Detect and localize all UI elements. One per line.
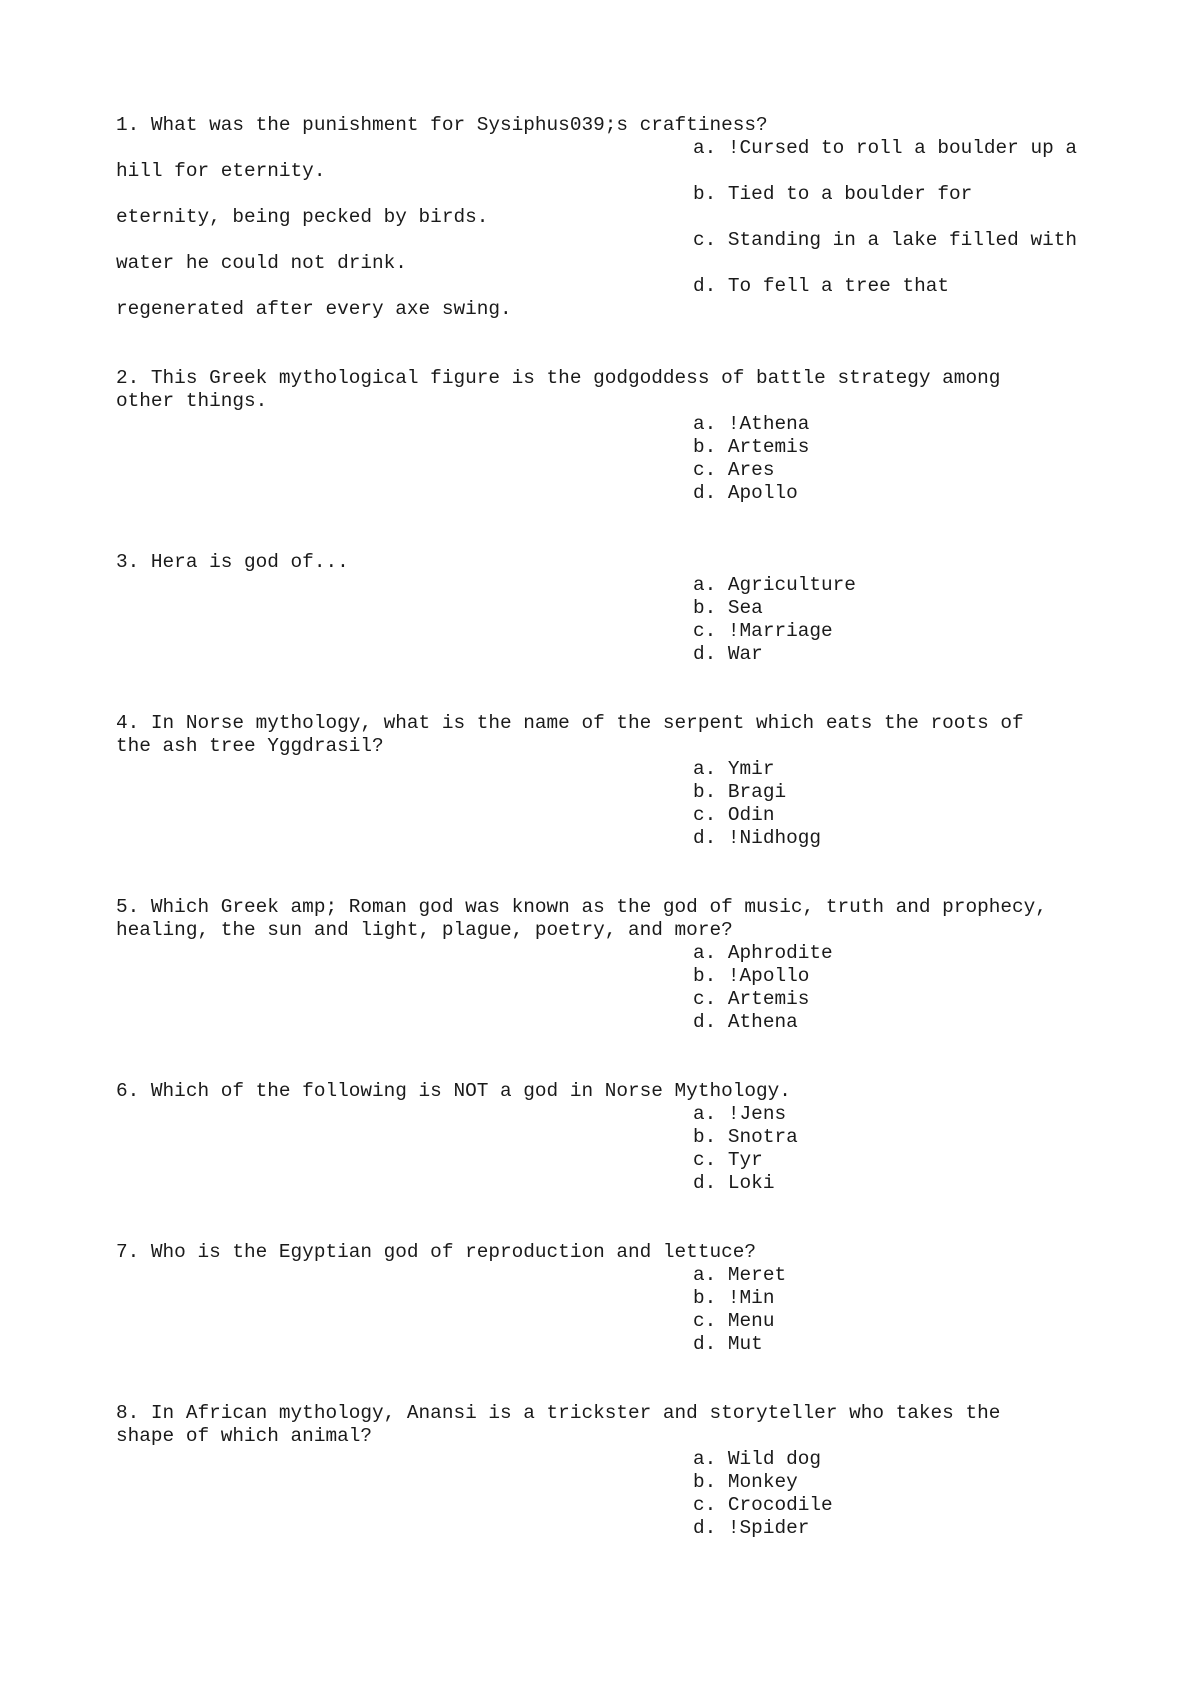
question-5-text-continued: healing, the sun and light, plague, poetry, and more? (116, 919, 733, 941)
question-1-option-d-continued: regenerated after every axe swing. (116, 298, 512, 320)
question-1-option-d: d. To fell a tree that (693, 275, 949, 297)
question-1-text: 1. What was the punishment for Sysiphus039;s craftiness? (116, 114, 768, 136)
question-3-option-a: a. Agriculture (693, 574, 856, 596)
question-6-option-b: b. Snotra (693, 1126, 798, 1148)
question-7-option-d: d. Mut (693, 1333, 763, 1355)
question-8-option-c: c. Crocodile (693, 1494, 833, 1516)
question-4-text: 4. In Norse mythology, what is the name of the serpent which eats the roots of (116, 712, 1024, 734)
question-8-option-d: d. !Spider (693, 1517, 810, 1539)
question-5-option-c: c. Artemis (693, 988, 810, 1010)
question-5-option-d: d. Athena (693, 1011, 798, 1033)
question-3-option-b: b. Sea (693, 597, 763, 619)
question-4-option-b: b. Bragi (693, 781, 787, 803)
question-2-option-d: d. Apollo (693, 482, 798, 504)
question-2-option-c: c. Ares (693, 459, 775, 481)
question-7-option-b: b. !Min (693, 1287, 775, 1309)
question-8-text: 8. In African mythology, Anansi is a trickster and storyteller who takes the (116, 1402, 1001, 1424)
question-1-option-b-continued: eternity, being pecked by birds. (116, 206, 489, 228)
question-2-option-a: a. !Athena (693, 413, 810, 435)
question-8-text-continued: shape of which animal? (116, 1425, 372, 1447)
question-1-option-a-continued: hill for eternity. (116, 160, 326, 182)
question-7-text: 7. Who is the Egyptian god of reproduction and lettuce? (116, 1241, 756, 1263)
question-5-option-b: b. !Apollo (693, 965, 810, 987)
question-3-option-c: c. !Marriage (693, 620, 833, 642)
question-4-option-c: c. Odin (693, 804, 775, 826)
question-2-text: 2. This Greek mythological figure is the godgoddess of battle strategy among (116, 367, 1001, 389)
question-8-option-a: a. Wild dog (693, 1448, 821, 1470)
question-4-option-a: a. Ymir (693, 758, 775, 780)
question-1-option-b: b. Tied to a boulder for (693, 183, 973, 205)
question-5-text: 5. Which Greek amp; Roman god was known as the god of music, truth and prophecy, (116, 896, 1047, 918)
question-2-text-continued: other things. (116, 390, 268, 412)
question-7-option-a: a. Meret (693, 1264, 787, 1286)
question-1-option-c: c. Standing in a lake filled with (693, 229, 1077, 251)
question-5-option-a: a. Aphrodite (693, 942, 833, 964)
question-6-option-d: d. Loki (693, 1172, 775, 1194)
question-3-text: 3. Hera is god of... (116, 551, 349, 573)
question-4-option-d: d. !Nidhogg (693, 827, 821, 849)
question-4-text-continued: the ash tree Yggdrasil? (116, 735, 384, 757)
question-7-option-c: c. Menu (693, 1310, 775, 1332)
question-3-option-d: d. War (693, 643, 763, 665)
question-1-option-c-continued: water he could not drink. (116, 252, 407, 274)
question-6-text: 6. Which of the following is NOT a god in Norse Mythology. (116, 1080, 791, 1102)
question-1-option-a: a. !Cursed to roll a boulder up a (693, 137, 1077, 159)
question-6-option-a: a. !Jens (693, 1103, 787, 1125)
question-2-option-b: b. Artemis (693, 436, 810, 458)
question-6-option-c: c. Tyr (693, 1149, 763, 1171)
question-8-option-b: b. Monkey (693, 1471, 798, 1493)
